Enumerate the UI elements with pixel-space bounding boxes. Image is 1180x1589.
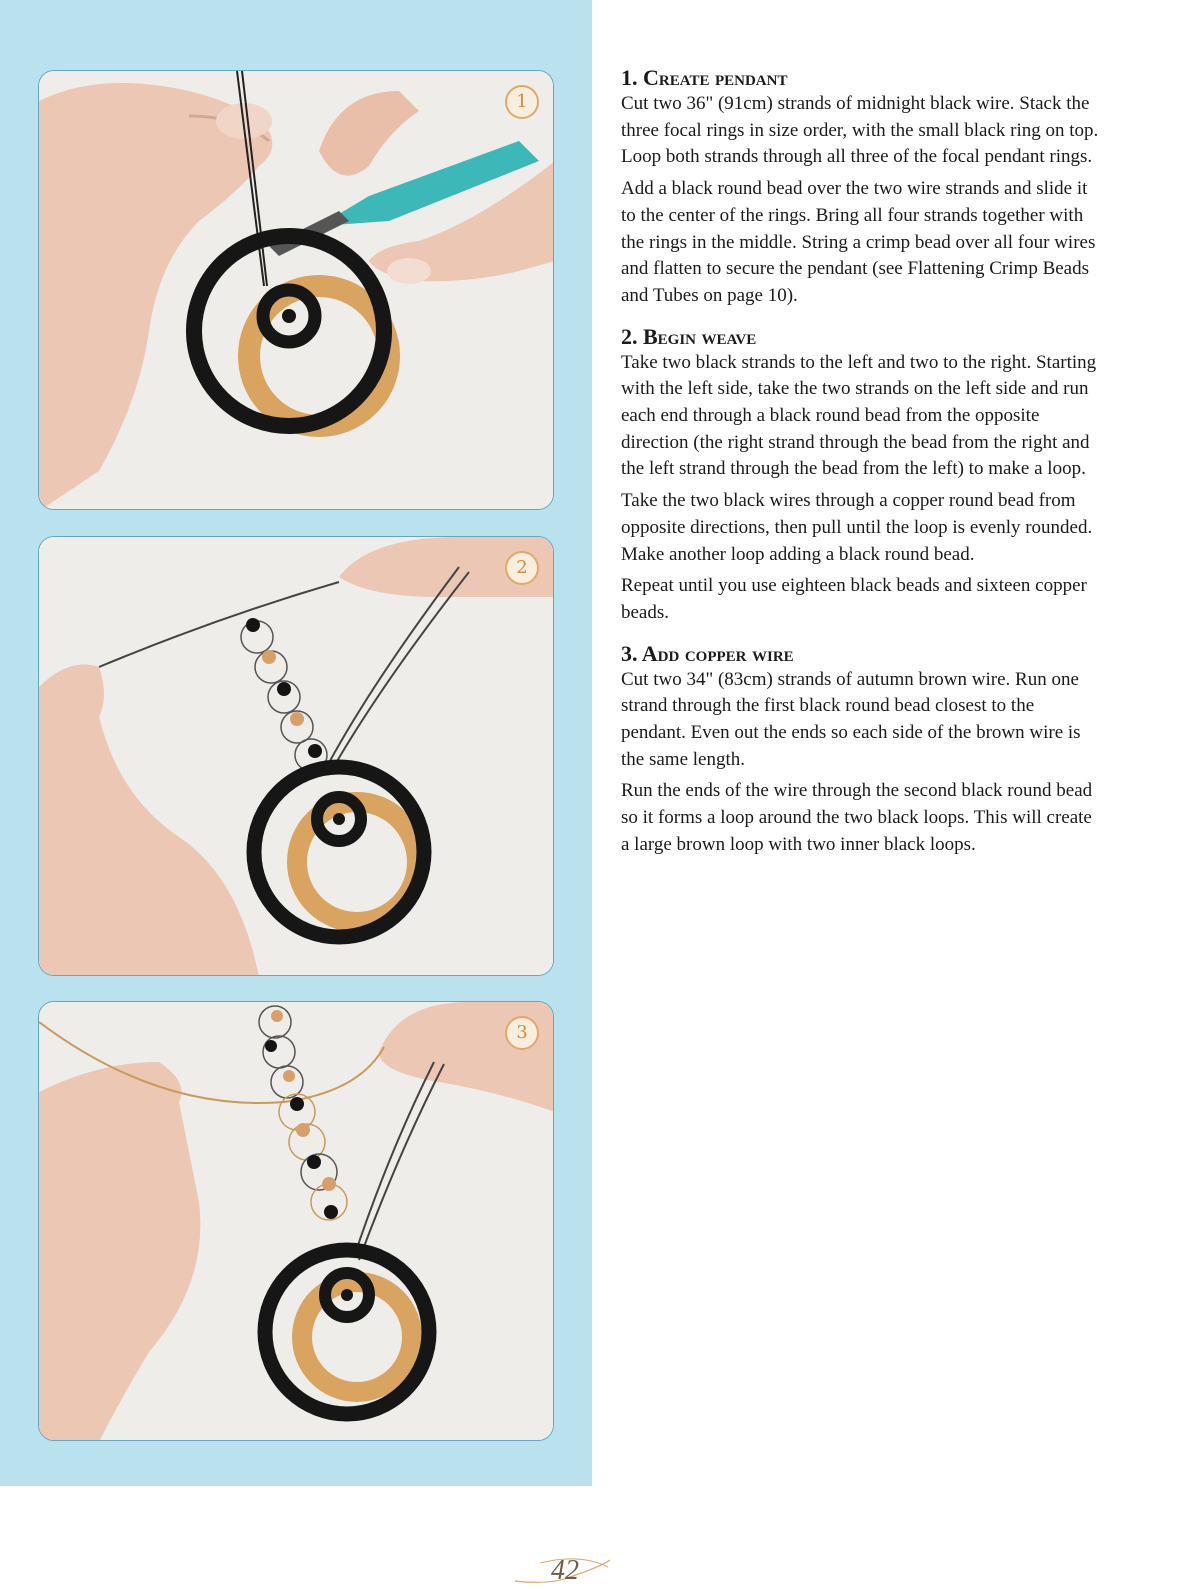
step-3-paragraph-2: Run the ends of the wire through the second black round bead so it forms a loop around the two black loops. This will create a large brown loop with two inner black loops. [621, 780, 1093, 855]
step-2-paragraph-1: Take two black strands to the left and two to the right. Starting with the left side, take the two strands on the left side and run each end through a black round bead from the opposite direction (the right strand through the bead from the right and the left strand through the bead from the left) to make a loop. [621, 351, 1097, 480]
step-2 [621, 324, 1101, 627]
step-2-paragraph-3: Repeat until you use eighteen black beads and sixteen copper beads. [621, 575, 1087, 623]
step-3 [621, 641, 1101, 859]
photo-sidebar [0, 0, 592, 1486]
step-1-paragraph-2: Add a black round bead over the two wire strands and slide it to the center of the rings. Bring all four strands together with the rings in the middle. String a crimp bead over all four wires and flatten to secure the pendant (see Flattening Crimp Beads and Tubes on page 10). [621, 178, 1096, 306]
step-2-paragraph-2: Take the two black wires through a copper round bead from opposite directions, then pull until the loop is evenly rounded. Make another loop adding a black round bead. [621, 490, 1093, 565]
instructions [621, 65, 1101, 873]
step-3-paragraph-1: Cut two 34" (83cm) strands of autumn brown wire. Run one strand through the first black round bead closest to the pendant. Even out the ends so each side of the brown wire is the same length. [621, 668, 1081, 770]
step-1-photo [38, 70, 554, 510]
step-1-title: 1. Create pendant [621, 65, 788, 90]
step-2-photo [38, 536, 554, 976]
step-3-photo [38, 1001, 554, 1441]
step-2-illustration [39, 537, 554, 976]
step-3-illustration [39, 1002, 554, 1441]
step-2-title: 2. Begin weave [621, 323, 757, 349]
step-1-badge: 1 [505, 85, 539, 119]
page-number-text: 42 [551, 1555, 579, 1586]
step-3-badge: 3 [505, 1016, 539, 1050]
step-1-paragraph-1: Cut two 36" (91cm) strands of midnight black wire. Stack the three focal rings in size order, with the small black ring on top. Loop both strands through all three of the focal pendant rings. [621, 93, 1099, 168]
step-1 [621, 65, 1101, 310]
step-1-illustration [39, 71, 554, 510]
step-2-badge: 2 [505, 551, 539, 585]
step-3-title: 3. Add copper wire [621, 640, 794, 666]
page-number [510, 1555, 620, 1585]
